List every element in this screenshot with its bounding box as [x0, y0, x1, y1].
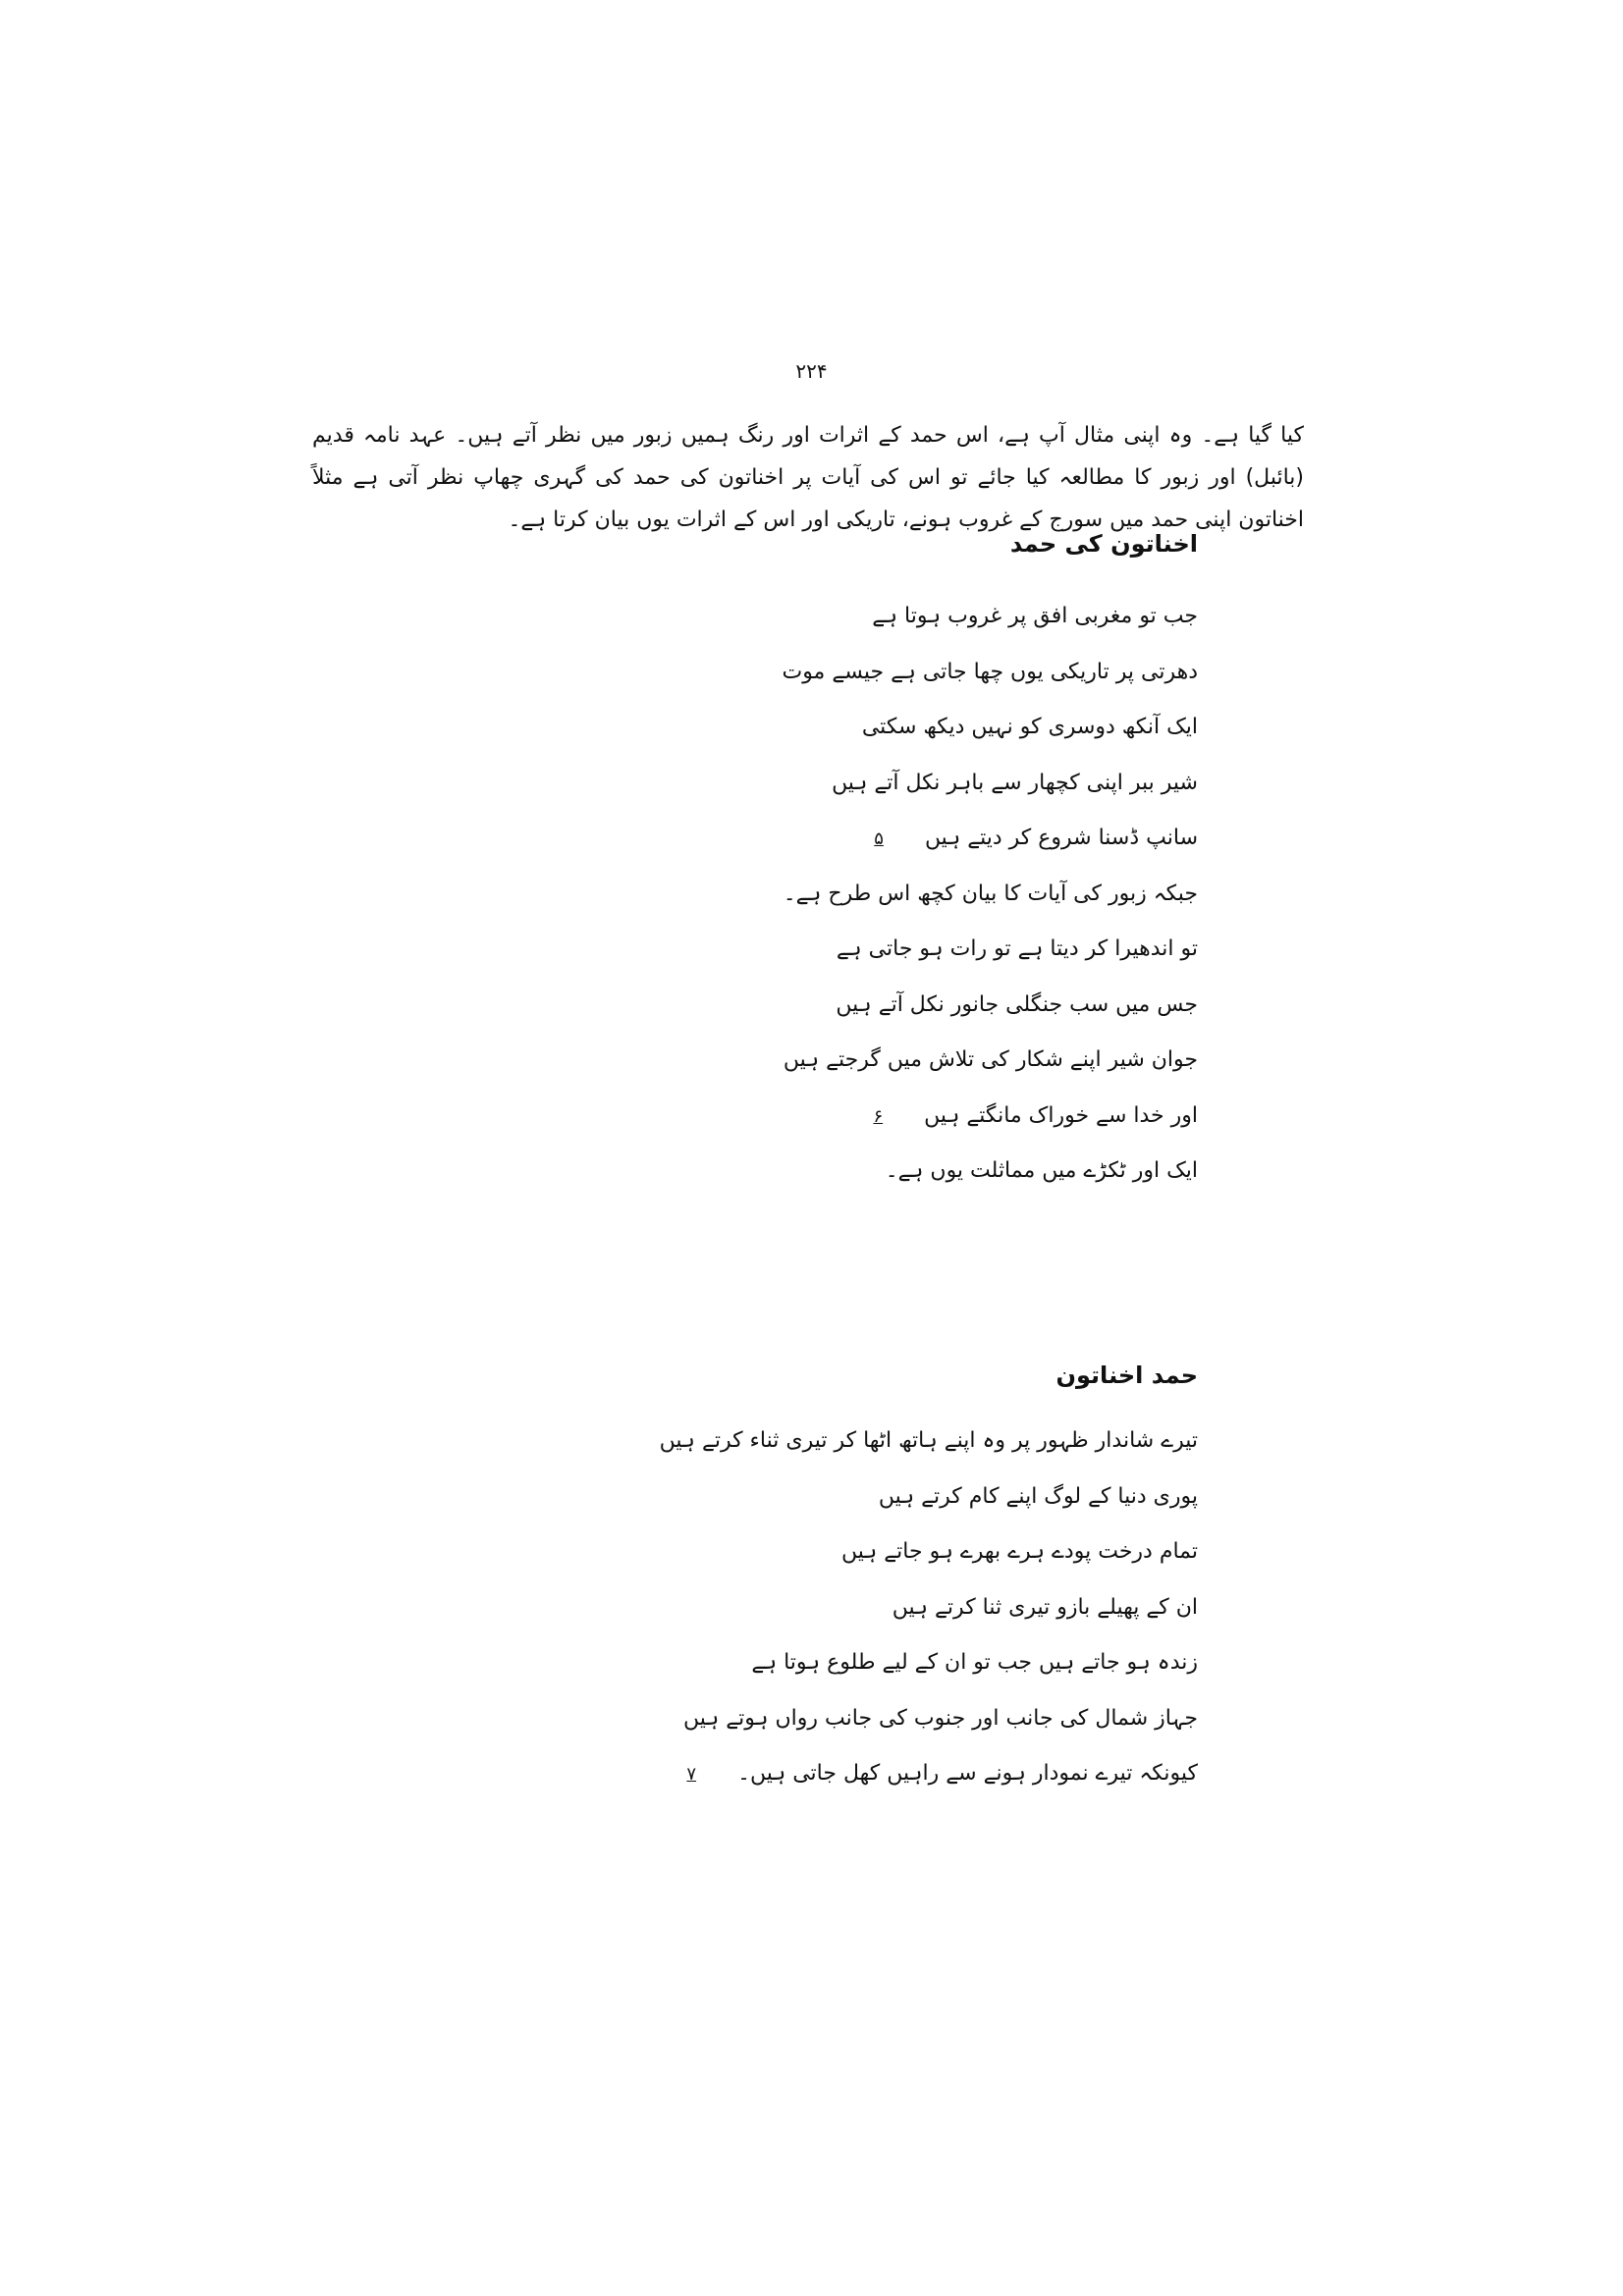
poem-line	[660, 1469, 1198, 1525]
poem-line	[782, 645, 1198, 701]
poem-line	[782, 867, 1198, 923]
poem-line-text: جہاز شمال کی جانب اور جنوب کی جانب رواں ہوتے ہیں	[682, 1705, 1198, 1731]
poem-block-1	[782, 589, 1198, 1200]
poem-line-text: جبکہ زبور کی آیات کا بیان کچھ اس طرح ہے۔	[783, 881, 1198, 906]
section-heading-hymn-of-akhenaten: اخناتون کی حمد	[1009, 530, 1198, 558]
poem-line-text: اور خدا سے خوراک مانگتے ہیں	[924, 1102, 1198, 1128]
poem-line	[782, 1033, 1198, 1089]
poem-line	[660, 1580, 1198, 1636]
poem-line	[660, 1746, 1198, 1802]
footnote-reference: ۷	[686, 1764, 697, 1785]
poem-line	[782, 589, 1198, 645]
poem-line	[782, 1144, 1198, 1200]
footnote-reference: ۵	[874, 828, 884, 849]
poem-line-text: سانپ ڈسنا شروع کر دیتے ہیں	[924, 826, 1198, 850]
poem-line	[782, 978, 1198, 1034]
poem-line-text: جس میں سب جنگلی جانور نکل آتے ہیں	[836, 991, 1198, 1017]
poem-line-text: تمام درخت پودے ہرے بھرے ہو جاتے ہیں	[841, 1539, 1198, 1564]
poem-line	[782, 922, 1198, 978]
poem-line-text: کیونکہ تیرے نمودار ہونے سے راہیں کھل جاتی ہیں۔	[737, 1761, 1198, 1786]
body-paragraph: کیا گیا ہے۔ وہ اپنی مثال آپ ہے، اس حمد کے اثرات اور رنگ ہمیں زبور میں نظر آتے ہیں۔ عہد نامہ قدیم (بائبل) اور زبور کا مطالعہ کیا جائے تو اس کی آیات پر اخناتون کی حمد کی گہری چھاپ نظر آتی ہے مثلاً اخناتون اپنی حمد میں سورج کے غروب ہونے، تاریکی اور اس کے اثرات یوں بیان کرتا ہے۔	[312, 423, 1304, 532]
poem-line-text: پوری دنیا کے لوگ اپنے کام کرتے ہیں	[878, 1483, 1198, 1509]
poem-line	[782, 756, 1198, 812]
poem-line-text: تو اندھیرا کر دیتا ہے تو رات ہو جاتی ہے	[836, 936, 1198, 961]
poem-line	[660, 1414, 1198, 1469]
poem-line-text: تیرے شاندار ظہور پر وہ اپنے ہاتھ اٹھا کر تیری ثناء کرتے ہیں	[659, 1428, 1198, 1453]
poem-line-text: زندہ ہو جاتے ہیں جب تو ان کے لیے طلوع ہوتا ہے	[751, 1650, 1198, 1675]
poem-line	[782, 811, 1198, 867]
poem-line	[782, 1089, 1198, 1145]
poem-line-text: ایک اور ٹکڑے میں مماثلت یوں ہے۔	[885, 1158, 1198, 1183]
footnote-reference: ۶	[873, 1105, 884, 1127]
page-number: ۲۲۴	[795, 359, 828, 383]
poem-line	[660, 1691, 1198, 1747]
poem-line-text: شیر ببر اپنی کچھار سے باہر نکل آتے ہیں	[832, 770, 1198, 795]
poem-line-text: جوان شیر اپنے شکار کی تلاش میں گرجتے ہیں	[783, 1047, 1198, 1072]
section-heading-hamd-akhenaten: حمد اخناتون	[1055, 1362, 1198, 1389]
poem-line-text: ایک آنکھ دوسری کو نہیں دیکھ سکتی	[861, 715, 1198, 739]
poem-line	[660, 1524, 1198, 1580]
poem-line-text: ان کے پھیلے بازو تیری ثنا کرتے ہیں	[892, 1594, 1198, 1620]
poem-line-text: دھرتی پر تاریکی یوں چھا جاتی ہے جیسے موت	[782, 659, 1198, 684]
poem-line-text: جب تو مغربی افق پر غروب ہوتا ہے	[872, 604, 1198, 628]
poem-block-2	[660, 1414, 1198, 1802]
poem-line	[660, 1635, 1198, 1691]
poem-line	[782, 700, 1198, 756]
